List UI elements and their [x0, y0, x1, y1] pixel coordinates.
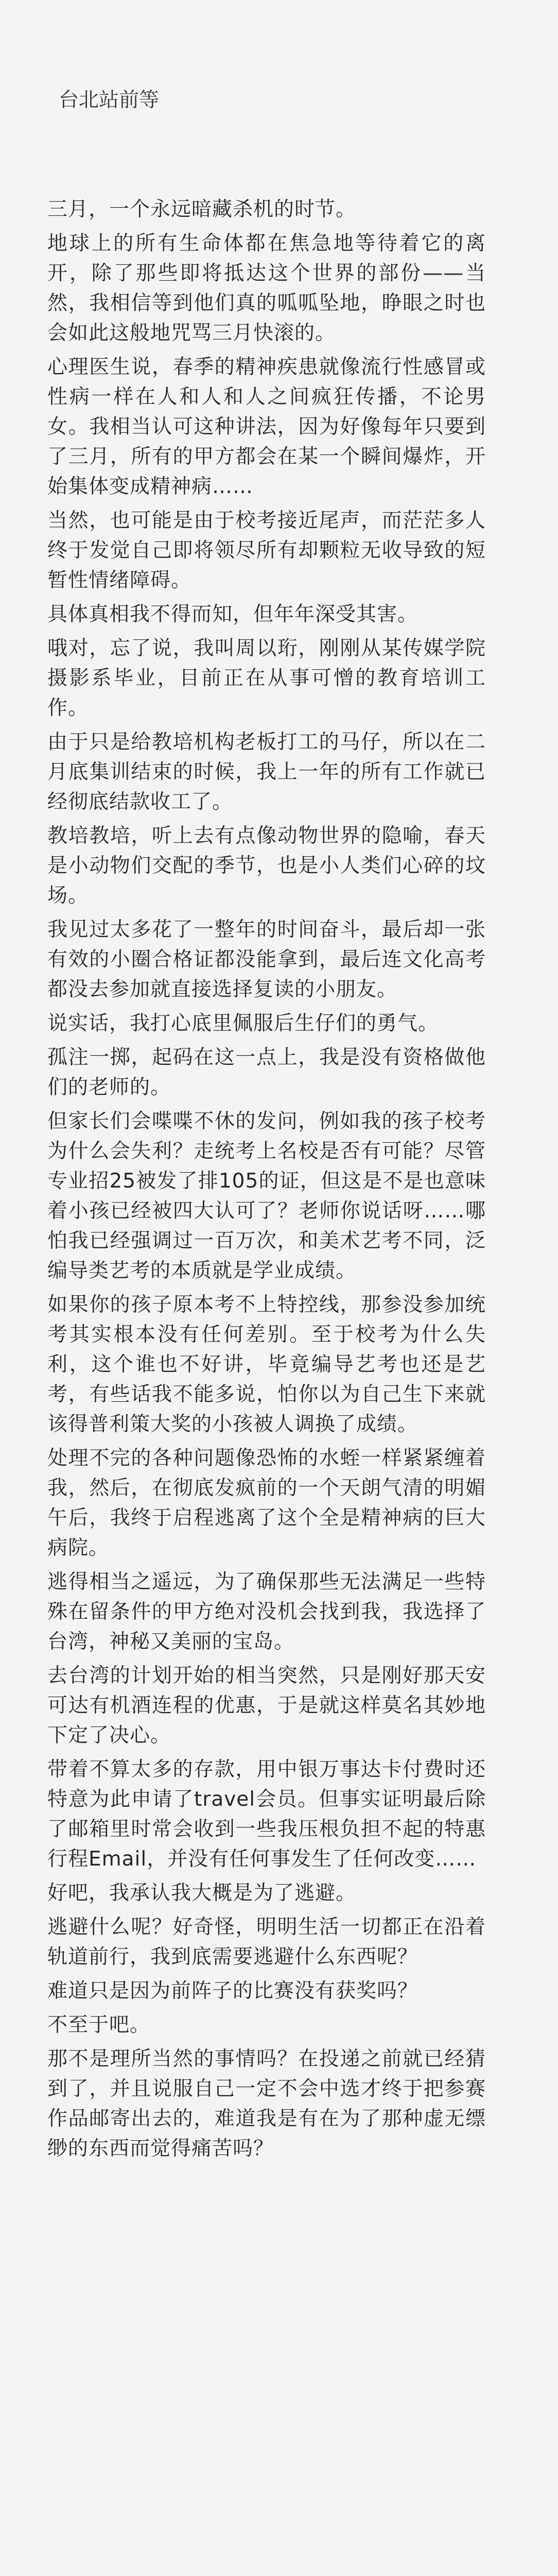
article-paragraph: 难道只是因为前阵子的比赛没有获奖吗？ — [47, 1979, 418, 2003]
article-paragraph: 孤注一掷，起码在这一点上，我是没有资格做他们的老师的。 — [47, 1046, 486, 1099]
article-paragraph: 逃得相当之遥远，为了确保那些无法满足一些特殊在留条件的甲方绝对没机会找到我，我选择了台湾，神秘又美丽的宝岛。 — [47, 1570, 486, 1653]
article-paragraph: 如果你的孩子原本考不上特控线，那参没参加统考其实根本没有任何差别。至于校考为什么失利，这个谁也不好讲，毕竟编导艺考也还是艺考，有些话我不能多说，怕你以为自己生下来就该得普利策大奖的小孩被人调换了成绩。 — [47, 1293, 486, 1436]
article-paragraph: 三月，一个永远暗藏杀机的时节。 — [47, 198, 357, 221]
article-paragraph: 处理不完的各种问题像恐怖的水蛭一样紧紧缠着我，然后，在彻底发疯前的一个天朗气清的明媚午后，我终于启程逃离了这个全是精神病的巨大病院。 — [47, 1447, 486, 1560]
article-paragraph: 当然，也可能是由于校考接近尾声，而茫茫多人终于发觉自己即将领尽所有却颗粒无收导致的短暂性情绪障碍。 — [47, 509, 486, 592]
article-paragraph: 那不是理所当然的事情吗？在投递之前就已经猜到了，并且说服自己一定不会中选才终于把参赛作品邮寄出去的，难道我是有在为了那种虚无缥缈的东西而觉得痛苦吗？ — [47, 2047, 486, 2160]
article-title: 台北站前等 — [59, 89, 160, 112]
article-paragraph: 哦对，忘了说，我叫周以珩，刚刚从某传媒学院摄影系毕业，目前正在从事可憎的教育培训工作。 — [47, 637, 486, 720]
article-body — [47, 195, 486, 2164]
article-paragraph: 去台湾的计划开始的相当突然，只是刚好那天安可达有机酒连程的优惠，于是就这样莫名其妙地下定了决心。 — [47, 1664, 486, 1747]
article-paragraph: 不至于吧。 — [47, 2013, 151, 2037]
article-paragraph: 具体真相我不得而知，但年年深受其害。 — [47, 603, 418, 626]
article-paragraph: 由于只是给教培机构老板打工的马仔，所以在二月底集训结束的时候，我上一年的所有工作就已经彻底结款收工了。 — [47, 731, 486, 814]
article-paragraph: 说实话，我打心底里佩服后生仔们的勇气。 — [47, 1012, 439, 1035]
article-paragraph: 教培教培，听上去有点像动物世界的隐喻，春天是小动物们交配的季节，也是小人类们心碎的坟场。 — [47, 824, 486, 907]
article-paragraph: 好吧，我承认我大概是为了逃避。 — [47, 1882, 357, 1905]
article-paragraph: 地球上的所有生命体都在焦急地等待着它的离开，除了那些即将抵达这个世界的部份——当然，我相信等到他们真的呱呱坠地，睁眼之时也会如此这般地咒骂三月快滚的。 — [47, 232, 486, 345]
article-paragraph: 带着不算太多的存款，用中银万事达卡付费时还特意为此申请了travel会员。但事实证明最后除了邮箱里时常会收到一些我压根负担不起的特惠行程Email，并没有任何事发生了任何改变…… — [47, 1758, 486, 1871]
article-paragraph: 逃避什么呢？好奇怪，明明生活一切都正在沿着轨道前行，我到底需要逃避什么东西呢？ — [47, 1916, 486, 1969]
article-paragraph: 但家长们会喋喋不休的发问，例如我的孩子校考为什么会失利？走统考上名校是否有可能？尽管专业招25被发了排105的证，但这是不是也意味着小孩已经被四大认可了？老师你说话呀……哪怕我已经强调过一百万次，和美术艺考不同，泛编导类艺考的本质就是学业成绩。 — [47, 1110, 486, 1282]
article-paragraph: 我见过太多花了一整年的时间奋斗，最后却一张有效的小圈合格证都没能拿到，最后连文化高考都没去参加就直接选择复读的小朋友。 — [47, 918, 486, 1001]
article-paragraph: 心理医生说，春季的精神疾患就像流行性感冒或性病一样在人和人和人之间疯狂传播，不论男女。我相当认可这种讲法，因为好像每年只要到了三月，所有的甲方都会在某一个瞬间爆炸，开始集体变成精神病…… — [47, 355, 486, 498]
